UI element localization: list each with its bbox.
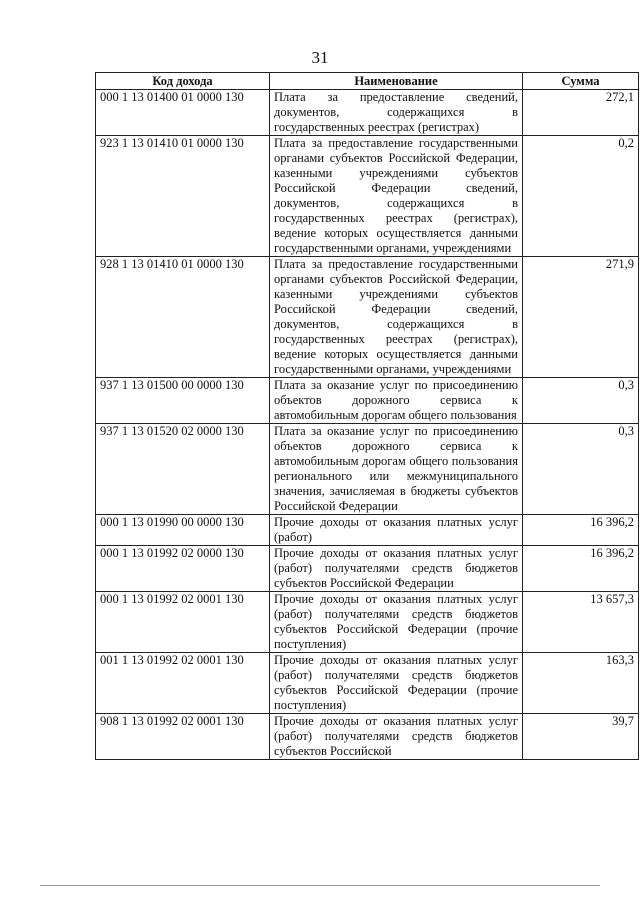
revenue-sum: 0,3 xyxy=(523,424,639,515)
table-row xyxy=(96,515,639,546)
revenue-code: 001 1 13 01992 02 0001 130 xyxy=(96,653,270,714)
table-body xyxy=(96,90,639,760)
table-row xyxy=(96,424,639,515)
revenue-sum: 163,3 xyxy=(523,653,639,714)
revenue-code: 000 1 13 01400 01 0000 130 xyxy=(96,90,270,136)
revenue-code: 000 1 13 01992 02 0000 130 xyxy=(96,546,270,592)
revenue-name: Прочие доходы от оказания платных услуг (работ) xyxy=(270,515,523,546)
revenue-sum: 0,3 xyxy=(523,378,639,424)
revenue-name: Прочие доходы от оказания платных услуг (работ) получателями средств бюджетов субъектов Российской Федерации (прочие поступления) xyxy=(270,592,523,653)
header-code: Код дохода xyxy=(96,73,270,90)
table-row xyxy=(96,653,639,714)
table-row xyxy=(96,378,639,424)
header-row xyxy=(96,73,639,90)
revenue-code: 937 1 13 01520 02 0000 130 xyxy=(96,424,270,515)
bottom-divider xyxy=(40,885,600,886)
revenue-sum: 272,1 xyxy=(523,90,639,136)
revenue-name: Прочие доходы от оказания платных услуг (работ) получателями средств бюджетов субъектов Российской Федерации (прочие поступления) xyxy=(270,653,523,714)
header-sum: Сумма xyxy=(523,73,639,90)
revenue-name: Плата за предоставление государственными органами субъектов Российской Федерации, казенными учреждениями субъектов Российской Федерации сведений, документов, содержащихся в государственных реестрах (регистрах), ведение которых осуществляется данными государственными органами, учреждениями xyxy=(270,257,523,378)
revenue-sum: 13 657,3 xyxy=(523,592,639,653)
table-row xyxy=(96,546,639,592)
table-row xyxy=(96,136,639,257)
table-header xyxy=(96,73,639,90)
revenue-name: Плата за оказание услуг по присоединению объектов дорожного сервиса к автомобильным дорогам общего пользования xyxy=(270,378,523,424)
revenue-name: Плата за оказание услуг по присоединению объектов дорожного сервиса к автомобильным дорогам общего пользования регионального или межмуниципального значения, зачисляемая в бюджеты субъектов Российской Федерации xyxy=(270,424,523,515)
revenue-code: 000 1 13 01990 00 0000 130 xyxy=(96,515,270,546)
revenue-sum: 0,2 xyxy=(523,136,639,257)
revenue-name: Плата за предоставление сведений, документов, содержащихся в государственных реестрах (регистрах) xyxy=(270,90,523,136)
revenue-sum: 271,9 xyxy=(523,257,639,378)
revenue-sum: 16 396,2 xyxy=(523,515,639,546)
revenue-sum: 39,7 xyxy=(523,714,639,760)
table-row xyxy=(96,592,639,653)
revenue-code: 000 1 13 01992 02 0001 130 xyxy=(96,592,270,653)
header-name: Наименование xyxy=(270,73,523,90)
revenue-code: 923 1 13 01410 01 0000 130 xyxy=(96,136,270,257)
revenue-name: Прочие доходы от оказания платных услуг (работ) получателями средств бюджетов субъектов Российской Федерации xyxy=(270,546,523,592)
table-row xyxy=(96,714,639,760)
revenue-code: 908 1 13 01992 02 0001 130 xyxy=(96,714,270,760)
revenue-name: Плата за предоставление государственными органами субъектов Российской Федерации, казенными учреждениями субъектов Российской Федерации сведений, документов, содержащихся в государственных реестрах (регистрах), ведение которых осуществляется данными государственными органами, учреждениями xyxy=(270,136,523,257)
revenue-code: 928 1 13 01410 01 0000 130 xyxy=(96,257,270,378)
revenue-table xyxy=(95,72,639,760)
revenue-sum: 16 396,2 xyxy=(523,546,639,592)
page-number: 31 xyxy=(311,48,329,67)
revenue-name: Прочие доходы от оказания платных услуг (работ) получателями средств бюджетов субъектов Российской xyxy=(270,714,523,760)
table-row xyxy=(96,257,639,378)
table-row xyxy=(96,90,639,136)
revenue-code: 937 1 13 01500 00 0000 130 xyxy=(96,378,270,424)
